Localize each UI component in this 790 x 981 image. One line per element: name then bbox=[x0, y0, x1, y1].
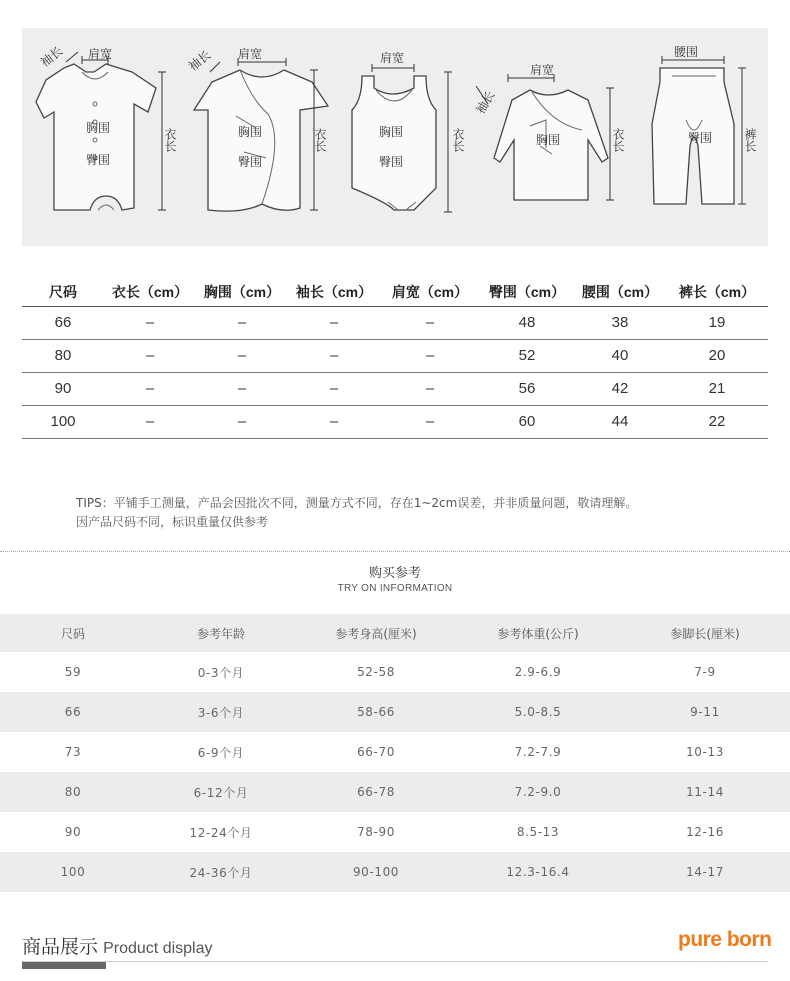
table-row bbox=[0, 852, 790, 892]
table-cell: 0-3个月 bbox=[197, 665, 245, 680]
header-height: 参考身高(厘米) bbox=[296, 614, 456, 652]
table-cell: 40 bbox=[574, 339, 666, 372]
heading-accent-bar bbox=[22, 962, 106, 969]
table-row bbox=[22, 306, 768, 339]
table-cell: 12.3-16.4 bbox=[456, 852, 620, 892]
table-cell: – bbox=[196, 372, 288, 405]
label-chest-2: 胸围 bbox=[238, 125, 263, 139]
size-table bbox=[22, 278, 768, 439]
table-cell: – bbox=[104, 339, 196, 372]
table-cell: 6-12个月 bbox=[146, 772, 296, 812]
table-cell: 52-58 bbox=[357, 665, 395, 679]
table-row bbox=[22, 405, 768, 438]
table-cell: – bbox=[196, 306, 288, 339]
table-cell: – bbox=[380, 405, 480, 438]
table-cell: – bbox=[288, 306, 380, 339]
table-cell: 2.9-6.9 bbox=[514, 665, 562, 679]
table-row bbox=[0, 692, 790, 732]
table-cell: 10-13 bbox=[686, 745, 724, 759]
buy-reference-header bbox=[0, 614, 790, 652]
table-cell: 66 bbox=[22, 306, 104, 339]
product-display-title-cn: 商品展示 bbox=[22, 936, 99, 958]
table-cell: 44 bbox=[574, 405, 666, 438]
label-shoulder-4: 肩宽 bbox=[530, 63, 555, 77]
header-length: 衣长（cm） bbox=[104, 278, 196, 306]
table-cell: 78-90 bbox=[357, 825, 395, 839]
table-cell: 90-100 bbox=[296, 852, 456, 892]
table-cell: 58-66 bbox=[296, 692, 456, 732]
label-length-2: 衣长 bbox=[313, 128, 327, 152]
table-cell: 42 bbox=[574, 372, 666, 405]
table-cell: 59 bbox=[64, 665, 82, 679]
label-waist-5: 腰围 bbox=[674, 45, 699, 59]
label-shoulder-3: 肩宽 bbox=[380, 51, 405, 65]
dotted-divider bbox=[0, 551, 790, 552]
table-cell: 100 bbox=[0, 852, 146, 892]
tips-line-2: 因产品尺码不同，标识重量仅供参考 bbox=[76, 515, 269, 529]
header-pants-length: 裤长（cm） bbox=[666, 278, 768, 306]
label-pants-length-5: 裤长 bbox=[743, 128, 757, 152]
label-sleeve-2: 袖长 bbox=[185, 47, 214, 74]
buy-info-title-cn: 购买参考 bbox=[368, 566, 421, 581]
table-cell: 24-36个月 bbox=[146, 852, 296, 892]
header-size: 尺码 bbox=[22, 278, 104, 306]
table-cell: 66 bbox=[0, 692, 146, 732]
table-cell: 38 bbox=[574, 306, 666, 339]
label-chest-4: 胸围 bbox=[536, 133, 561, 147]
buy-reference-table bbox=[0, 614, 790, 892]
table-cell: – bbox=[196, 405, 288, 438]
label-hip-1: 臀围 bbox=[86, 153, 111, 167]
size-table-header bbox=[22, 278, 768, 306]
table-cell: 20 bbox=[666, 339, 768, 372]
heading-rule bbox=[22, 961, 768, 962]
table-cell: 9-11 bbox=[620, 692, 790, 732]
header-size: 尺码 bbox=[0, 614, 146, 652]
table-cell: 12-24个月 bbox=[189, 825, 253, 840]
table-cell: – bbox=[104, 372, 196, 405]
label-hip-2: 臀围 bbox=[238, 155, 263, 169]
table-cell: 66-78 bbox=[296, 772, 456, 812]
table-cell: 12-16 bbox=[686, 825, 724, 839]
table-row bbox=[0, 732, 790, 772]
table-cell: 100 bbox=[22, 405, 104, 438]
label-hip-5: 臀围 bbox=[688, 131, 713, 145]
table-row bbox=[22, 339, 768, 372]
tips-line-1: TIPS：平铺手工测量，产品会因批次不同，测量方式不同，存在1~2cm误差，并非质量问题，敬请理解。 bbox=[76, 496, 638, 510]
table-cell: 80 bbox=[22, 339, 104, 372]
table-cell: 48 bbox=[480, 306, 574, 339]
table-cell: – bbox=[104, 405, 196, 438]
label-shoulder-1: 肩宽 bbox=[88, 47, 113, 61]
table-cell: – bbox=[380, 339, 480, 372]
header-shoulder: 肩宽（cm） bbox=[380, 278, 480, 306]
table-row bbox=[0, 652, 790, 692]
table-cell: 60 bbox=[480, 405, 574, 438]
table-cell: – bbox=[288, 339, 380, 372]
garment-measurement-diagrams bbox=[22, 28, 768, 246]
product-display-heading bbox=[22, 932, 213, 959]
table-cell: 90 bbox=[22, 372, 104, 405]
table-cell: 3-6个月 bbox=[146, 692, 296, 732]
label-length-3: 衣长 bbox=[451, 128, 465, 152]
table-cell: 66-70 bbox=[357, 745, 395, 759]
table-cell: – bbox=[380, 306, 480, 339]
buy-info-title-en: TRY ON INFORMATION bbox=[337, 583, 453, 594]
table-cell: – bbox=[104, 306, 196, 339]
table-cell: 80 bbox=[0, 772, 146, 812]
buy-info-title bbox=[0, 566, 790, 596]
header-foot-length: 参脚长(厘米) bbox=[620, 614, 790, 652]
table-row bbox=[22, 372, 768, 405]
table-cell: – bbox=[380, 372, 480, 405]
header-weight: 参考体重(公斤) bbox=[456, 614, 620, 652]
table-cell: 56 bbox=[480, 372, 574, 405]
table-cell: 7.2-7.9 bbox=[514, 745, 562, 759]
table-cell: 14-17 bbox=[620, 852, 790, 892]
table-cell: – bbox=[288, 372, 380, 405]
table-cell: 19 bbox=[666, 306, 768, 339]
brand-logo: pure born bbox=[678, 928, 772, 951]
header-sleeve: 袖长（cm） bbox=[288, 278, 380, 306]
table-cell: 73 bbox=[64, 745, 82, 759]
table-cell: – bbox=[288, 405, 380, 438]
label-hip-3: 臀围 bbox=[379, 155, 404, 169]
table-cell: 90 bbox=[64, 825, 82, 839]
measurement-diagram-panel bbox=[22, 28, 768, 246]
table-row bbox=[0, 772, 790, 812]
label-chest-3: 胸围 bbox=[379, 125, 404, 139]
table-cell: 11-14 bbox=[620, 772, 790, 812]
label-chest-1: 胸围 bbox=[86, 121, 111, 135]
table-cell: 5.0-8.5 bbox=[456, 692, 620, 732]
table-cell: 21 bbox=[666, 372, 768, 405]
header-chest: 胸围（cm） bbox=[196, 278, 288, 306]
tips-note bbox=[76, 494, 637, 532]
product-display-title-en: Product display bbox=[103, 940, 213, 957]
table-row bbox=[0, 812, 790, 852]
label-length-4: 衣长 bbox=[611, 128, 625, 152]
header-hip: 臀围（cm） bbox=[480, 278, 574, 306]
table-cell: 7.2-9.0 bbox=[456, 772, 620, 812]
header-age: 参考年龄 bbox=[146, 614, 296, 652]
label-sleeve-4: 袖长 bbox=[473, 88, 498, 117]
label-shoulder-2: 肩宽 bbox=[238, 47, 263, 61]
table-cell: 8.5-13 bbox=[516, 825, 560, 839]
table-cell: 6-9个月 bbox=[197, 745, 245, 760]
table-cell: – bbox=[196, 339, 288, 372]
table-cell: 22 bbox=[666, 405, 768, 438]
table-cell: 52 bbox=[480, 339, 574, 372]
label-sleeve-1: 袖长 bbox=[37, 43, 66, 70]
header-waist: 腰围（cm） bbox=[574, 278, 666, 306]
table-cell: 7-9 bbox=[694, 665, 716, 679]
label-length-1: 衣长 bbox=[163, 128, 177, 152]
